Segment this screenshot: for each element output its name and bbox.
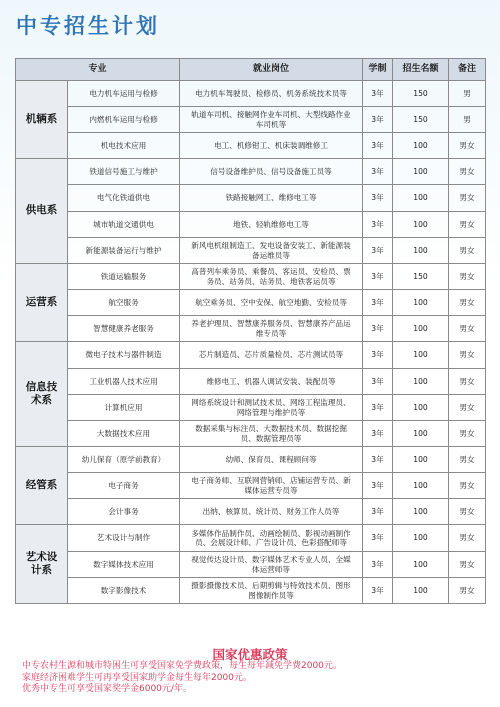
table-row	[16, 552, 486, 578]
major-cell: 铁道运输服务	[68, 264, 180, 290]
major-cell: 计算机应用	[68, 395, 180, 421]
table-row	[16, 133, 486, 159]
duration-cell: 3年	[363, 499, 393, 525]
major-cell: 电子商务	[68, 473, 180, 499]
policy-title: 国家优惠政策	[212, 647, 288, 662]
quota-cell: 150	[393, 81, 449, 107]
table-body	[16, 81, 486, 604]
major-cell: 会计事务	[68, 499, 180, 525]
department-name: 艺术设计系	[16, 525, 68, 604]
policy-line: 家庭经济困难学生可再享受国家助学金每生每年2000元。	[22, 672, 252, 683]
note-cell: 男女	[449, 316, 486, 342]
table-row	[16, 578, 486, 604]
quota-cell: 100	[393, 212, 449, 238]
major-cell: 工业机器人技术应用	[68, 369, 180, 395]
table-row	[16, 185, 486, 212]
duration-cell: 3年	[363, 290, 393, 316]
table-row	[16, 212, 486, 238]
note-cell: 男	[449, 107, 486, 133]
quota-cell: 100	[393, 290, 449, 316]
table-row	[16, 473, 486, 499]
duration-cell: 3年	[363, 185, 393, 212]
jobs-cell: 网络系统设计和测试技术员、网络工程监理员、网络管理与维护员等	[180, 395, 363, 421]
jobs-cell: 新风电机组制造工、发电设备安装工、新能源装备运维员等	[180, 238, 363, 264]
header-quota: 招生名额	[393, 59, 449, 81]
duration-cell: 3年	[363, 81, 393, 107]
duration-cell: 3年	[363, 133, 393, 159]
jobs-cell: 电子商务师、互联网营销师、店铺运营专员、新媒体运营专员等	[180, 473, 363, 499]
note-cell: 男女	[449, 369, 486, 395]
duration-cell: 3年	[363, 212, 393, 238]
quota-cell: 150	[393, 107, 449, 133]
table-row	[16, 447, 486, 473]
table-row	[16, 264, 486, 290]
jobs-cell: 视觉传达设计员、数字媒体艺术专业人员、全媒体运营师等	[180, 552, 363, 578]
table-row	[16, 159, 486, 185]
table-row	[16, 369, 486, 395]
note-cell: 男女	[449, 159, 486, 185]
major-cell: 内燃机车运用与检修	[68, 107, 180, 133]
duration-cell: 3年	[363, 447, 393, 473]
quota-cell: 100	[393, 473, 449, 499]
header-major: 专业	[16, 59, 180, 81]
quota-cell: 100	[393, 185, 449, 212]
duration-cell: 3年	[363, 473, 393, 499]
jobs-cell: 养老护理员、智慧康养服务员、智慧康养产品运维专员等	[180, 316, 363, 342]
quota-cell: 100	[393, 499, 449, 525]
policy-line: 优秀中专生可享受国家奖学金6000元/年。	[22, 684, 192, 694]
table-header-row	[16, 59, 486, 81]
note-cell: 男女	[449, 525, 486, 552]
note-cell: 男女	[449, 473, 486, 499]
duration-cell: 3年	[363, 159, 393, 185]
duration-cell: 3年	[363, 369, 393, 395]
major-cell: 电气化铁道供电	[68, 185, 180, 212]
duration-cell: 3年	[363, 107, 393, 133]
note-cell: 男女	[449, 421, 486, 447]
table-row	[16, 421, 486, 447]
note-cell: 男女	[449, 290, 486, 316]
note-cell: 男女	[449, 395, 486, 421]
duration-cell: 3年	[363, 342, 393, 369]
header-note: 备注	[449, 59, 486, 81]
table-row	[16, 316, 486, 342]
note-cell: 男女	[449, 447, 486, 473]
major-cell: 机电技术应用	[68, 133, 180, 159]
jobs-cell: 摄影摄像技术员、后期剪辑与特效技术员、图形图像制作员等	[180, 578, 363, 604]
major-cell: 数字媒体技术应用	[68, 552, 180, 578]
department-name: 供电系	[16, 159, 68, 264]
quota-cell: 100	[393, 369, 449, 395]
note-cell: 男女	[449, 552, 486, 578]
table-row	[16, 342, 486, 369]
header-duration: 学制	[363, 59, 393, 81]
note-cell: 男女	[449, 185, 486, 212]
note-cell: 男女	[449, 342, 486, 369]
major-cell: 电力机车运用与检修	[68, 81, 180, 107]
duration-cell: 3年	[363, 421, 393, 447]
department-name: 经管系	[16, 447, 68, 525]
major-cell: 新能源装备运行与维护	[68, 238, 180, 264]
table-row	[16, 395, 486, 421]
jobs-cell: 幼师、保育员、课程顾问等	[180, 447, 363, 473]
table-row	[16, 81, 486, 107]
jobs-cell: 出纳、核算员、统计员、财务工作人员等	[180, 499, 363, 525]
jobs-cell: 电力机车驾驶员、检修员、机务系统技术员等	[180, 81, 363, 107]
major-cell: 艺术设计与制作	[68, 525, 180, 552]
duration-cell: 3年	[363, 552, 393, 578]
duration-cell: 3年	[363, 264, 393, 290]
duration-cell: 3年	[363, 578, 393, 604]
table-row	[16, 499, 486, 525]
table-row	[16, 107, 486, 133]
jobs-cell: 电工、机修钳工、机床装调维修工	[180, 133, 363, 159]
quota-cell: 150	[393, 264, 449, 290]
quota-cell: 100	[393, 578, 449, 604]
note-cell: 男女	[449, 264, 486, 290]
jobs-cell: 数据采集与标注员、大数据技术员、数据挖掘员、数据管理员等	[180, 421, 363, 447]
policy-text	[22, 661, 342, 696]
page-title: 中专招生计划	[16, 14, 160, 38]
major-cell: 智慧健康养老服务	[68, 316, 180, 342]
jobs-cell: 维修电工、机器人调试安装、装配员等	[180, 369, 363, 395]
major-cell: 城市轨道交通供电	[68, 212, 180, 238]
header-jobs: 就业岗位	[180, 59, 363, 81]
note-cell: 男女	[449, 212, 486, 238]
quota-cell: 100	[393, 238, 449, 264]
quota-cell: 100	[393, 552, 449, 578]
duration-cell: 3年	[363, 525, 393, 552]
quota-cell: 100	[393, 133, 449, 159]
duration-cell: 3年	[363, 238, 393, 264]
policy-line: 中专农村生源和城市特困生可享受国家免学费政策，每生每年减免学费2000元。	[22, 661, 342, 671]
major-cell: 航空服务	[68, 290, 180, 316]
quota-cell: 100	[393, 159, 449, 185]
major-cell: 铁道信号施工与维护	[68, 159, 180, 185]
note-cell: 男女	[449, 499, 486, 525]
jobs-cell: 地铁、轻轨维修电工等	[180, 212, 363, 238]
quota-cell: 100	[393, 421, 449, 447]
enrollment-table	[15, 58, 486, 604]
duration-cell: 3年	[363, 316, 393, 342]
jobs-cell: 多媒体作品制作员、动画绘制员、影视动画制作员、会展设计师、广告设计员、色彩搭配师等	[180, 525, 363, 552]
note-cell: 男	[449, 81, 486, 107]
major-cell: 数字影像技术	[68, 578, 180, 604]
jobs-cell: 芯片制造员、芯片质量检员、芯片测试员等	[180, 342, 363, 369]
duration-cell: 3年	[363, 395, 393, 421]
major-cell: 幼儿保育（原学前教育）	[68, 447, 180, 473]
jobs-cell: 航空乘务员、空中安保、航空地勤、安检员等	[180, 290, 363, 316]
department-name: 机辆系	[16, 81, 68, 159]
quota-cell: 100	[393, 316, 449, 342]
major-cell: 微电子技术与器件制造	[68, 342, 180, 369]
department-name: 运营系	[16, 264, 68, 342]
table-row	[16, 238, 486, 264]
quota-cell: 100	[393, 447, 449, 473]
major-cell: 大数据技术应用	[68, 421, 180, 447]
department-name: 信息技术系	[16, 342, 68, 447]
table-row	[16, 290, 486, 316]
jobs-cell: 铁路接触网工、维修电工等	[180, 185, 363, 212]
note-cell: 男女	[449, 238, 486, 264]
table-row	[16, 525, 486, 552]
note-cell: 男女	[449, 578, 486, 604]
jobs-cell: 高普列车乘务员、乘餐员、客运员、安检员、票务员、站务员、站务员、地铁客运员等	[180, 264, 363, 290]
note-cell: 男女	[449, 133, 486, 159]
quota-cell: 100	[393, 342, 449, 369]
quota-cell: 100	[393, 395, 449, 421]
quota-cell: 100	[393, 525, 449, 552]
jobs-cell: 轨道车司机、接触网作业车司机、大型线路作业车司机等	[180, 107, 363, 133]
jobs-cell: 信号设备维护员、信号设备施工员等	[180, 159, 363, 185]
